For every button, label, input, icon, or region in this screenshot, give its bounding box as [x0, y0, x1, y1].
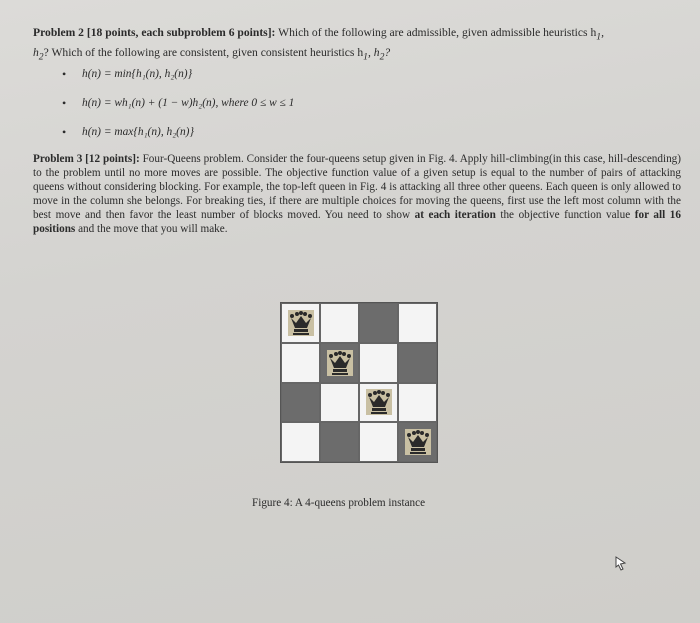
board-cell — [359, 343, 398, 383]
problem-2-intro: Problem 2 [18 points, each subproblem 6 points]: Which of the following are admissible, given admissible heuristics $h_1$, $h_2$? Which of the following are consistent, given consistent heuristics $h_1$, $h_2$? — [33, 26, 604, 63]
board-cell — [359, 303, 398, 343]
board-cell — [320, 383, 359, 423]
heuristic-max: h(n) = max{h₁(n), h₂(n)} — [82, 126, 195, 138]
board-cell — [398, 303, 437, 343]
board-cell — [281, 422, 320, 462]
chess-board — [280, 302, 438, 463]
board-cell — [398, 383, 437, 423]
board-cell-queen — [398, 422, 437, 462]
board-cell — [320, 422, 359, 462]
problem-3-paragraph: Problem 3 [12 points]: Four-Queens problem. Consider the four-queens setup given in Fig. 4. Apply hill-climbing(in this case, hill-descending) to the problem until no more moves are possible. The objective function value of a given setup is equal to the number of pairs of attacking queens without considering blocking. For example, the top-left queen in Fig. 4 is attacking all three other queens. Each queen is only allowed to move in the column she belongs. For breaking ties, if there are multiple choices for moving the queens, first use the left most column with the best move and then favor the least number of blocks moved. You need to show at each iteration the objective function value for all 16 positions and the move that you will make. — [33, 153, 681, 235]
board-cell — [320, 303, 359, 343]
mouse-cursor-icon — [612, 555, 628, 571]
queen-icon — [286, 308, 316, 338]
board-cell-queen — [281, 303, 320, 343]
board-cell-queen — [320, 343, 359, 383]
problem-3-heading: Problem 3 [12 points]: — [33, 153, 140, 165]
list-item: • h(n) = max{h₁(n), h₂(n)} — [62, 125, 195, 139]
figure-caption: Figure 4: A 4-queens problem instance — [252, 497, 426, 509]
list-item: • h(n) = min{h₁(n), h₂(n)} — [62, 67, 193, 81]
list-item: • h(n) = wh₁(n) + (1 − w)h₂(n), where 0 ≤ w ≤ 1 — [62, 96, 295, 110]
board-cell — [281, 343, 320, 383]
heuristic-min: h(n) = min{h₁(n), h₂(n)} — [82, 68, 193, 80]
board-cell — [359, 422, 398, 462]
queen-icon — [364, 387, 394, 417]
board-cell — [398, 343, 437, 383]
queen-icon — [325, 348, 355, 378]
problem-2-text-1: Which of the following are admissible, given admissible heuristics h — [278, 26, 597, 39]
heuristic-weighted: h(n) = wh₁(n) + (1 − w)h₂(n), where 0 ≤ w ≤ 1 — [82, 97, 295, 109]
problem-2-text-2: ? Which of the following are consistent, given consistent heuristics h — [43, 46, 364, 60]
queen-icon — [403, 427, 433, 457]
board-cell — [281, 383, 320, 423]
board-cell-queen — [359, 383, 398, 423]
heuristic-list — [62, 66, 662, 153]
problem-2-heading: Problem 2 [18 points, each subproblem 6 points]: — [33, 26, 276, 39]
